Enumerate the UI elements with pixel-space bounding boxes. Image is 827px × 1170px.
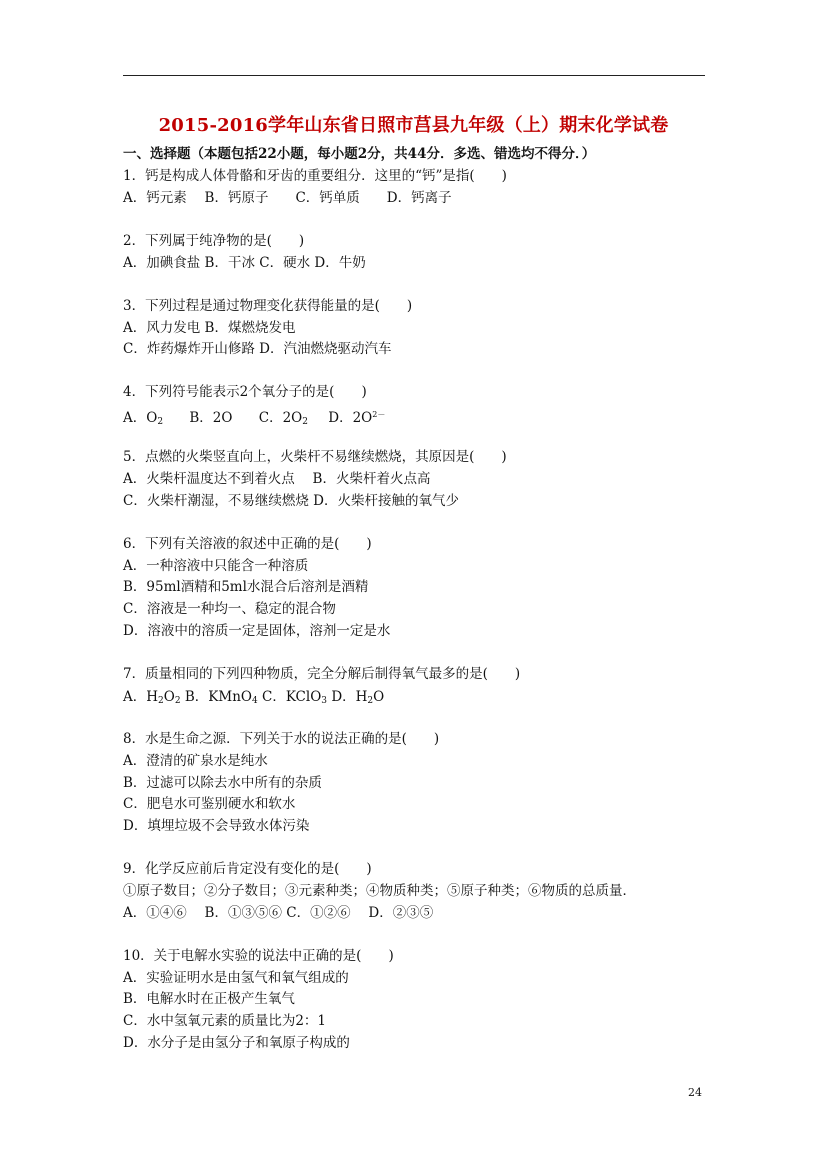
question-7-options <box>123 688 384 710</box>
question-6-option-b: B．95ml酒精和5ml水混合后溶剂是酒精 <box>123 579 369 595</box>
question-8-stem: 8．水是生命之源．下列关于水的说法正确的是( ) <box>123 731 440 747</box>
question-1-options: A．钙元素 B．钙原子 C．钙单质 D．钙离子 <box>123 190 452 206</box>
question-2-stem: 2．下列属于纯净物的是( ) <box>123 233 305 249</box>
header-rule <box>123 75 705 76</box>
question-10-stem: 10．关于电解水实验的说法中正确的是( ) <box>123 948 394 964</box>
question-1-stem: 1．钙是构成人体骨骼和牙齿的重要组分．这里的“钙”是指( ) <box>123 168 507 184</box>
question-7-stem: 7．质量相同的下列四种物质，完全分解后制得氧气最多的是( ) <box>123 666 521 682</box>
question-5-option-line: C．火柴杆潮湿，不易继续燃烧 D．火柴杆接触的氧气少 <box>123 493 459 509</box>
option-c: C．KClO$_3$ <box>262 689 328 706</box>
question-5-option-line: A．火柴杆温度达不到着火点 B．火柴杆着火点高 <box>123 471 431 487</box>
question-4-stem: 4．下列符号能表示2个氧分子的是( ) <box>123 384 367 400</box>
question-9-options: A．①④⑥ B．①③⑤⑥ C．①②⑥ D．②③⑤ <box>123 905 434 921</box>
option-b: B．KMnO$_4$ <box>184 689 258 706</box>
question-8-option-c: C．肥皂水可鉴别硬水和软水 <box>123 796 296 812</box>
question-6-option-d: D．溶液中的溶质一定是固体，溶剂一定是水 <box>123 623 391 639</box>
question-8-option-b: B．过滤可以除去水中所有的杂质 <box>123 775 322 791</box>
option-a: A．$O_2$ <box>123 410 164 427</box>
question-8-option-d: D．填埋垃圾不会导致水体污染 <box>123 818 310 834</box>
question-9-items: ①原子数目；②分子数目；③元素种类；④物质种类；⑤原子种类；⑥物质的总质量． <box>123 883 636 899</box>
option-a: A．$H_2O_2$ <box>123 689 181 706</box>
question-10-option-d: D．水分子是由氢分子和氧原子构成的 <box>123 1035 350 1051</box>
question-10-option-a: A．实验证明水是由氢气和氧气组成的 <box>123 970 349 986</box>
exam-title: 2015-2016学年山东省日照市莒县九年级（上）期末化学试卷 <box>158 115 669 136</box>
question-10-option-b: B．电解水时在正极产生氧气 <box>123 991 295 1007</box>
option-b: B．2O <box>189 410 233 426</box>
question-9-stem: 9．化学反应前后肯定没有变化的是( ) <box>123 861 372 877</box>
question-3-option-line: C．炸药爆炸开山修路 D．汽油燃烧驱动汽车 <box>123 341 392 357</box>
question-6-stem: 6．下列有关溶液的叙述中正确的是( ) <box>123 536 372 552</box>
question-6-option-c: C．溶液是一种均一、稳定的混合物 <box>123 601 336 617</box>
option-d: D．$2O^{2-}$ <box>328 410 386 426</box>
question-8-option-a: A．澄清的矿泉水是纯水 <box>123 753 268 769</box>
option-d: D．$H_2O$ <box>331 689 385 706</box>
option-c: C．$2O_2$ <box>258 410 308 427</box>
question-4-options <box>123 406 385 431</box>
question-10-option-c: C．水中氢氧元素的质量比为2：1 <box>123 1013 327 1029</box>
question-2-options: A．加碘食盐 B．干冰 C．硬水 D．牛奶 <box>123 255 366 271</box>
question-3-stem: 3．下列过程是通过物理变化获得能量的是( ) <box>123 298 413 314</box>
page-number: 24 <box>688 1086 702 1099</box>
section-heading: 一、选择题（本题包括22小题，每小题2分，共44分．多选、错选均不得分．） <box>123 146 596 162</box>
question-3-option-line: A．风力发电 B．煤燃烧发电 <box>123 320 296 336</box>
question-6-option-a: A．一种溶液中只能含一种溶质 <box>123 558 309 574</box>
question-5-stem: 5．点燃的火柴竖直向上，火柴杆不易继续燃烧，其原因是( ) <box>123 449 507 465</box>
